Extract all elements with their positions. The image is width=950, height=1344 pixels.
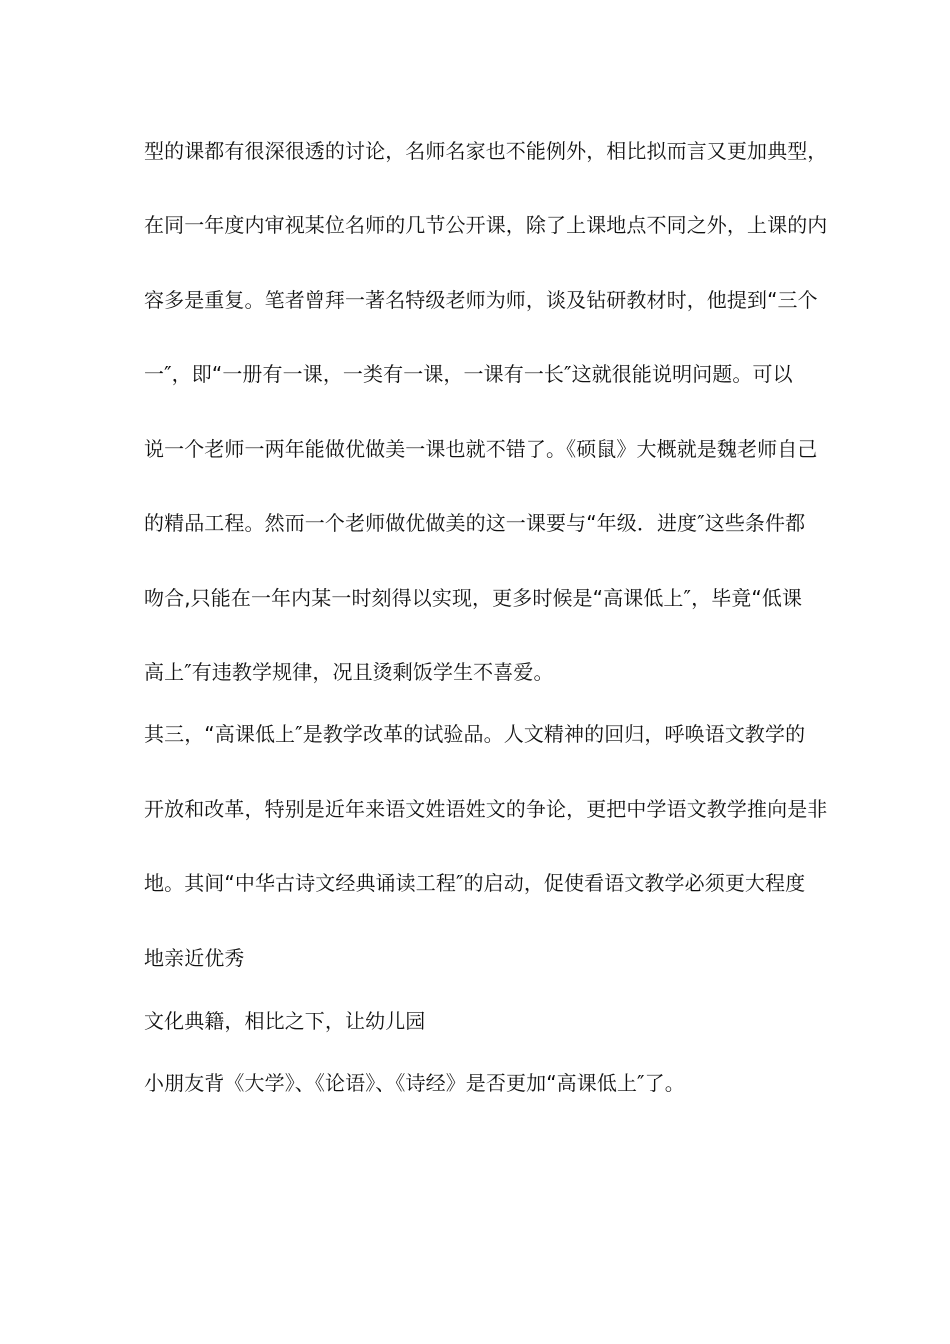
paragraph-line-10: 开放和改革，特别是近年来语文姓语姓文的争论，更把中学语文教学推向是非 xyxy=(144,797,828,821)
paragraph-line-1: 型的课都有很深很透的讨论，名师名家也不能例外，相比拟而言又更加典型， xyxy=(144,139,828,163)
paragraph-line-9: 其三，“高课低上″是教学改革的试验品。人文精神的回归，呼唤语文教学的 xyxy=(144,722,806,746)
paragraph-line-2: 在同一年度内审视某位名师的几节公开课，除了上课地点不同之外，上课的内 xyxy=(144,213,828,237)
paragraph-line-12: 地亲近优秀 xyxy=(144,946,245,970)
paragraph-line-4: 一″，即“一册有一课，一类有一课，一课有一长″这就很能说明问题。可以 xyxy=(144,362,793,386)
paragraph-line-13: 文化典籍，相比之下，让幼儿园 xyxy=(144,1009,426,1033)
paragraph-line-5: 说一个老师一两年能做优做美一课也就不错了。《硕鼠》大概就是魏老师自己 xyxy=(144,437,818,461)
paragraph-line-3: 容多是重复。笔者曾拜一著名特级老师为师，谈及钻研教材时，他提到“三个 xyxy=(144,288,818,312)
paragraph-line-11: 地。其间“中华古诗文经典诵读工程″的启动，促使看语文教学必须更大程度 xyxy=(144,871,806,895)
paragraph-line-8: 高上″有违教学规律，况且烫剩饭学生不喜爱。 xyxy=(144,660,554,684)
paragraph-line-14: 小朋友背《大学》、《论语》、《诗经》是否更加“高课低上″了。 xyxy=(144,1071,685,1095)
paragraph-line-6: 的精品工程。然而一个老师做优做美的这一课要与“年级．进度″这些条件都 xyxy=(144,511,806,535)
paragraph-line-7: 吻合,只能在一年内某一时刻得以实现，更多时候是“高课低上″，毕竟“低课 xyxy=(144,586,803,610)
